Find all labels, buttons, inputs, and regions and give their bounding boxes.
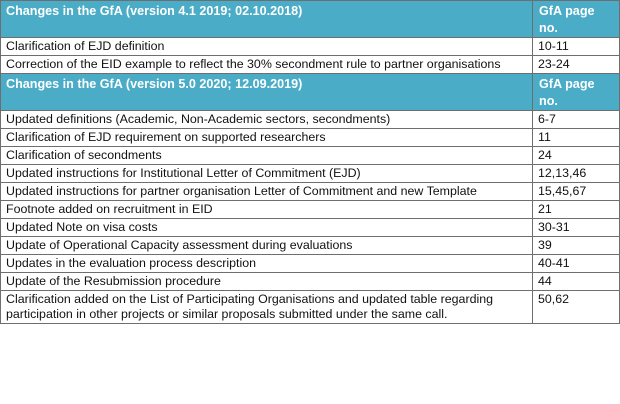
section-title: Changes in the GfA (version 5.0 2020; 12.09.2019) xyxy=(1,74,533,111)
table-row xyxy=(1,165,620,183)
table-row xyxy=(1,183,620,201)
page-numbers: 15,45,67 xyxy=(533,183,620,201)
change-description: Updated Note on visa costs xyxy=(1,219,533,237)
page-numbers: 21 xyxy=(533,201,620,219)
change-description: Clarification of EJD definition xyxy=(1,38,533,56)
change-description: Updates in the evaluation process description xyxy=(1,255,533,273)
page-numbers: 24 xyxy=(533,147,620,165)
page-numbers: 10-11 xyxy=(533,38,620,56)
page-numbers: 11 xyxy=(533,129,620,147)
section-header-v41 xyxy=(1,1,620,38)
change-description: Updated definitions (Academic, Non-Academic sectors, secondments) xyxy=(1,111,533,129)
page-numbers: 23-24 xyxy=(533,56,620,74)
page-numbers: 44 xyxy=(533,273,620,291)
table-row xyxy=(1,56,620,74)
table-row xyxy=(1,111,620,129)
change-description: Clarification of EJD requirement on supported researchers xyxy=(1,129,533,147)
table-row xyxy=(1,219,620,237)
change-description: Clarification added on the List of Participating Organisations and updated table regarding participation in other projects or similar proposals submitted under the same call. xyxy=(1,291,533,324)
change-description: Updated instructions for Institutional Letter of Commitment (EJD) xyxy=(1,165,533,183)
table-row xyxy=(1,201,620,219)
change-description: Correction of the EID example to reflect the 30% secondment rule to partner organisations xyxy=(1,56,533,74)
page-column-header: GfA page no. xyxy=(533,1,620,38)
change-description: Footnote added on recruitment in EID xyxy=(1,201,533,219)
table-row xyxy=(1,291,620,324)
table-row xyxy=(1,237,620,255)
page-numbers: 12,13,46 xyxy=(533,165,620,183)
table-row xyxy=(1,147,620,165)
change-description: Updated instructions for partner organisation Letter of Commitment and new Template xyxy=(1,183,533,201)
change-description: Clarification of secondments xyxy=(1,147,533,165)
table-row xyxy=(1,38,620,56)
page-numbers: 30-31 xyxy=(533,219,620,237)
change-description: Update of the Resubmission procedure xyxy=(1,273,533,291)
page-column-header: GfA page no. xyxy=(533,74,620,111)
change-description: Update of Operational Capacity assessment during evaluations xyxy=(1,237,533,255)
page-numbers: 6-7 xyxy=(533,111,620,129)
page-numbers: 40-41 xyxy=(533,255,620,273)
table-row xyxy=(1,273,620,291)
section-header-v50 xyxy=(1,74,620,111)
page-numbers: 39 xyxy=(533,237,620,255)
page-numbers: 50,62 xyxy=(533,291,620,324)
table-row xyxy=(1,129,620,147)
section-title: Changes in the GfA (version 4.1 2019; 02.10.2018) xyxy=(1,1,533,38)
table-row xyxy=(1,255,620,273)
